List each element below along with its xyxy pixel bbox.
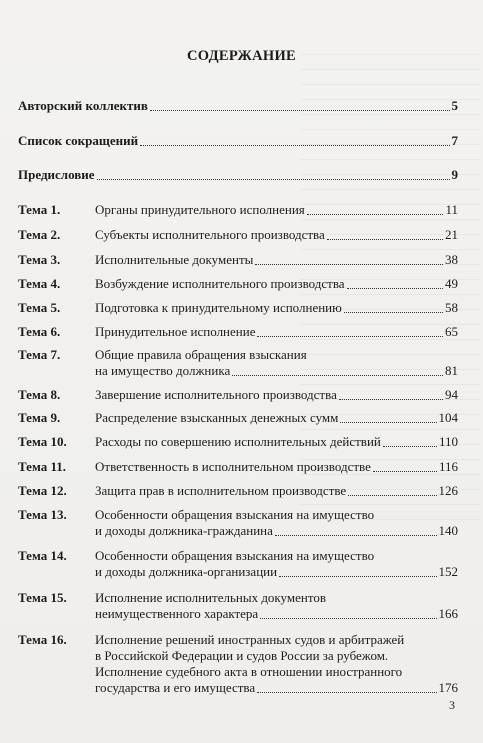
topic-title: Принудительное исполнение	[95, 324, 256, 339]
topic-title-line: и доходы должника-гражданина	[95, 523, 273, 538]
topic-number: Тема 7.	[18, 347, 61, 362]
topic-title-line: и доходы должника-организации	[95, 564, 278, 579]
dot-leader	[97, 179, 450, 180]
topic-title-line: Особенности обращения взыскания на имущество	[95, 548, 375, 563]
topic-page: 65	[445, 324, 458, 339]
topic-number: Тема 9.	[18, 410, 61, 425]
toc-topic-8[interactable]	[18, 387, 458, 403]
toc-topic-12[interactable]	[18, 483, 458, 499]
topic-number: Тема 16.	[18, 632, 67, 647]
topic-title-line: на имущество должника	[95, 363, 231, 378]
toc-topic-3[interactable]	[18, 252, 458, 268]
topic-title-line: Исполнение судебного акта в отношении иностранного	[95, 664, 403, 679]
topic-title: Ответственность в исполнительном производстве	[95, 459, 371, 474]
toc-topic-14[interactable]	[18, 548, 458, 580]
dot-leader	[255, 264, 443, 265]
topic-number: Тема 3.	[18, 252, 61, 267]
topic-title-line: Исполнение решений иностранных судов и арбитражей	[95, 632, 405, 647]
topic-title: Возбуждение исполнительного производства	[95, 276, 345, 291]
toc-title: СОДЕРЖАНИЕ	[186, 48, 297, 64]
topic-title-line: в Российской Федерации и судов России за рубежом.	[95, 648, 389, 663]
toc-entry-authors[interactable]	[18, 98, 458, 114]
topic-page: 49	[445, 276, 458, 291]
topic-number: Тема 12.	[18, 483, 67, 498]
topic-title: Подготовка к принудительному исполнению	[95, 300, 342, 315]
topic-page: 116	[438, 459, 458, 474]
topic-title: Завершение исполнительного производства	[95, 387, 337, 402]
dot-leader	[307, 214, 444, 215]
topic-number: Тема 10.	[18, 434, 67, 449]
topic-title-line: Исполнение исполнительных документов	[95, 590, 326, 605]
toc-topic-11[interactable]	[18, 459, 458, 475]
entry-label: Список сокращений	[18, 133, 139, 148]
dot-leader	[275, 535, 437, 536]
dot-leader	[232, 375, 443, 376]
topic-page: 166	[438, 606, 458, 621]
toc-topic-1[interactable]	[18, 202, 458, 218]
topic-page: 94	[445, 387, 458, 402]
topic-page: 81	[445, 363, 458, 378]
topic-page: 110	[438, 434, 458, 449]
topic-page: 104	[438, 410, 458, 425]
topic-number: Тема 2.	[18, 227, 61, 242]
topic-page: 21	[445, 227, 458, 242]
topic-page: 11	[445, 202, 458, 217]
dot-leader	[260, 618, 436, 619]
topic-title-line: неимущественного характера	[95, 606, 259, 621]
topic-number: Тема 14.	[18, 548, 67, 563]
topic-title: Распределение взысканных денежных сумм	[95, 410, 339, 425]
topic-number: Тема 13.	[18, 507, 67, 522]
toc-topic-10[interactable]	[18, 434, 458, 450]
toc-topic-9[interactable]	[18, 410, 458, 426]
toc-topic-6[interactable]	[18, 324, 458, 340]
topic-title: Субъекты исполнительного производства	[95, 227, 325, 242]
topic-title: Исполнительные документы	[95, 252, 254, 267]
entry-page: 9	[451, 167, 458, 182]
dot-leader	[257, 692, 436, 693]
topic-page: 176	[438, 680, 458, 695]
entry-page: 5	[451, 98, 458, 113]
topic-page: 152	[438, 564, 458, 579]
dot-leader	[327, 239, 443, 240]
topic-number: Тема 5.	[18, 300, 61, 315]
topic-title-line: государства и его имущества	[95, 680, 256, 695]
topic-page: 140	[438, 523, 458, 538]
topic-page: 126	[438, 483, 458, 498]
dot-leader	[347, 288, 443, 289]
toc-entry-preface[interactable]	[18, 167, 458, 183]
toc-entry-abbreviations[interactable]	[18, 133, 458, 149]
topic-number: Тема 8.	[18, 387, 61, 402]
topic-number: Тема 15.	[18, 590, 67, 605]
toc-topic-16[interactable]	[18, 632, 458, 696]
topic-number: Тема 4.	[18, 276, 61, 291]
topic-page: 58	[445, 300, 458, 315]
entry-page: 7	[451, 133, 458, 148]
dot-leader	[140, 145, 449, 146]
topic-title-line: Общие правила обращения взыскания	[95, 347, 307, 362]
dot-leader	[344, 312, 443, 313]
topic-title-line: Особенности обращения взыскания на имущество	[95, 507, 375, 522]
page-number: 3	[449, 698, 455, 712]
toc-topic-13[interactable]	[18, 507, 458, 539]
dot-leader	[383, 446, 437, 447]
dot-leader	[257, 336, 443, 337]
topic-number: Тема 1.	[18, 202, 61, 217]
toc-topic-5[interactable]	[18, 300, 458, 316]
topic-number: Тема 11.	[18, 459, 66, 474]
topic-title: Органы принудительного исполнения	[95, 202, 305, 217]
topic-page: 38	[445, 252, 458, 267]
toc-topic-4[interactable]	[18, 276, 458, 292]
entry-label: Авторский коллектив	[18, 98, 148, 113]
dot-leader	[150, 110, 450, 111]
toc-topic-7[interactable]	[18, 347, 458, 379]
toc-topic-15[interactable]	[18, 590, 458, 622]
entry-label: Предисловие	[18, 167, 95, 182]
dot-leader	[340, 422, 436, 423]
dot-leader	[373, 471, 437, 472]
topic-title: Расходы по совершению исполнительных действий	[95, 434, 381, 449]
toc-topic-2[interactable]	[18, 227, 458, 243]
dot-leader	[279, 576, 436, 577]
topic-number: Тема 6.	[18, 324, 61, 339]
dot-leader	[348, 495, 436, 496]
dot-leader	[339, 399, 443, 400]
topic-title: Защита прав в исполнительном производстве	[95, 483, 347, 498]
